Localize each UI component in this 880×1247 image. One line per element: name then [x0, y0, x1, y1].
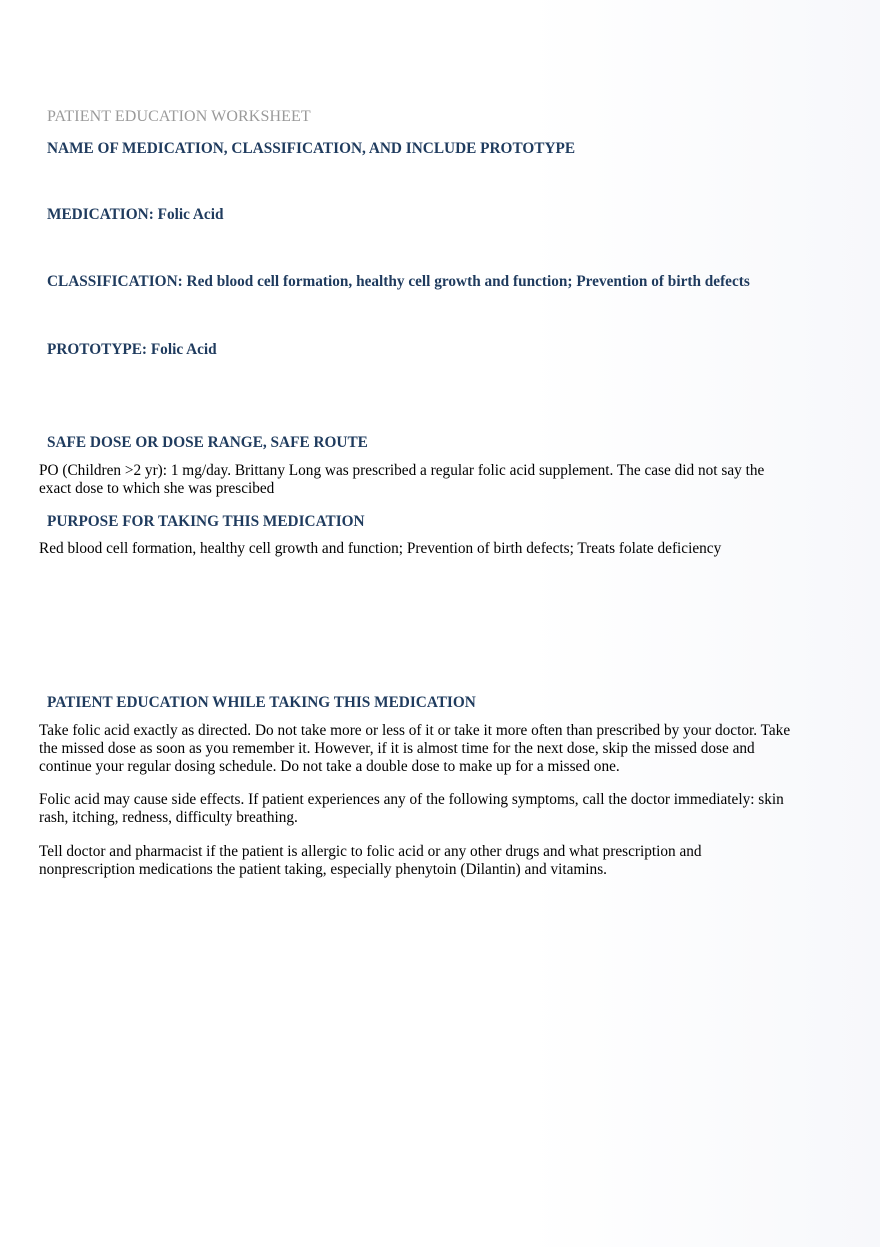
education-paragraph: Tell doctor and pharmacist if the patient is allergic to folic acid or any other drugs and what prescription and nonprescription medications the patient taking, especially phenytoin (Dilantin) and vitamins. — [39, 843, 702, 878]
classification-line: CLASSIFICATION: Red blood cell formation, healthy cell growth and function; Prevention of birth defects — [47, 273, 750, 290]
education-paragraph: Folic acid may cause side effects. If patient experiences any of the following symptoms, call the doctor immediately: skin rash, itching, redness, difficulty breathing. — [39, 791, 784, 826]
prototype-line: PROTOTYPE: Folic Acid — [47, 341, 217, 358]
dose-section-heading: SAFE DOSE OR DOSE RANGE, SAFE ROUTE — [47, 434, 368, 451]
education-section-heading: PATIENT EDUCATION WHILE TAKING THIS MEDICATION — [47, 694, 476, 711]
worksheet-title: PATIENT EDUCATION WORKSHEET — [47, 108, 311, 125]
dose-text: PO (Children >2 yr): 1 mg/day. Brittany Long was prescribed a regular folic acid supplement. The case did not say the exact dose to which she was prescibed — [39, 462, 765, 497]
education-paragraph: Take folic acid exactly as directed. Do not take more or less of it or take it more often than prescribed by your doctor. Take the missed dose as soon as you remember it. However, if it is almost time for the next dose, skip the missed dose and continue your regular dosing schedule. Do not take a double dose to make up for a missed one. — [39, 722, 791, 775]
purpose-text: Red blood cell formation, healthy cell growth and function; Prevention of birth defects; Treats folate deficiency — [39, 540, 722, 557]
medication-line: MEDICATION: Folic Acid — [47, 206, 224, 223]
purpose-section-heading: PURPOSE FOR TAKING THIS MEDICATION — [47, 513, 365, 530]
name-section-heading: NAME OF MEDICATION, CLASSIFICATION, AND INCLUDE PROTOTYPE — [47, 140, 576, 157]
